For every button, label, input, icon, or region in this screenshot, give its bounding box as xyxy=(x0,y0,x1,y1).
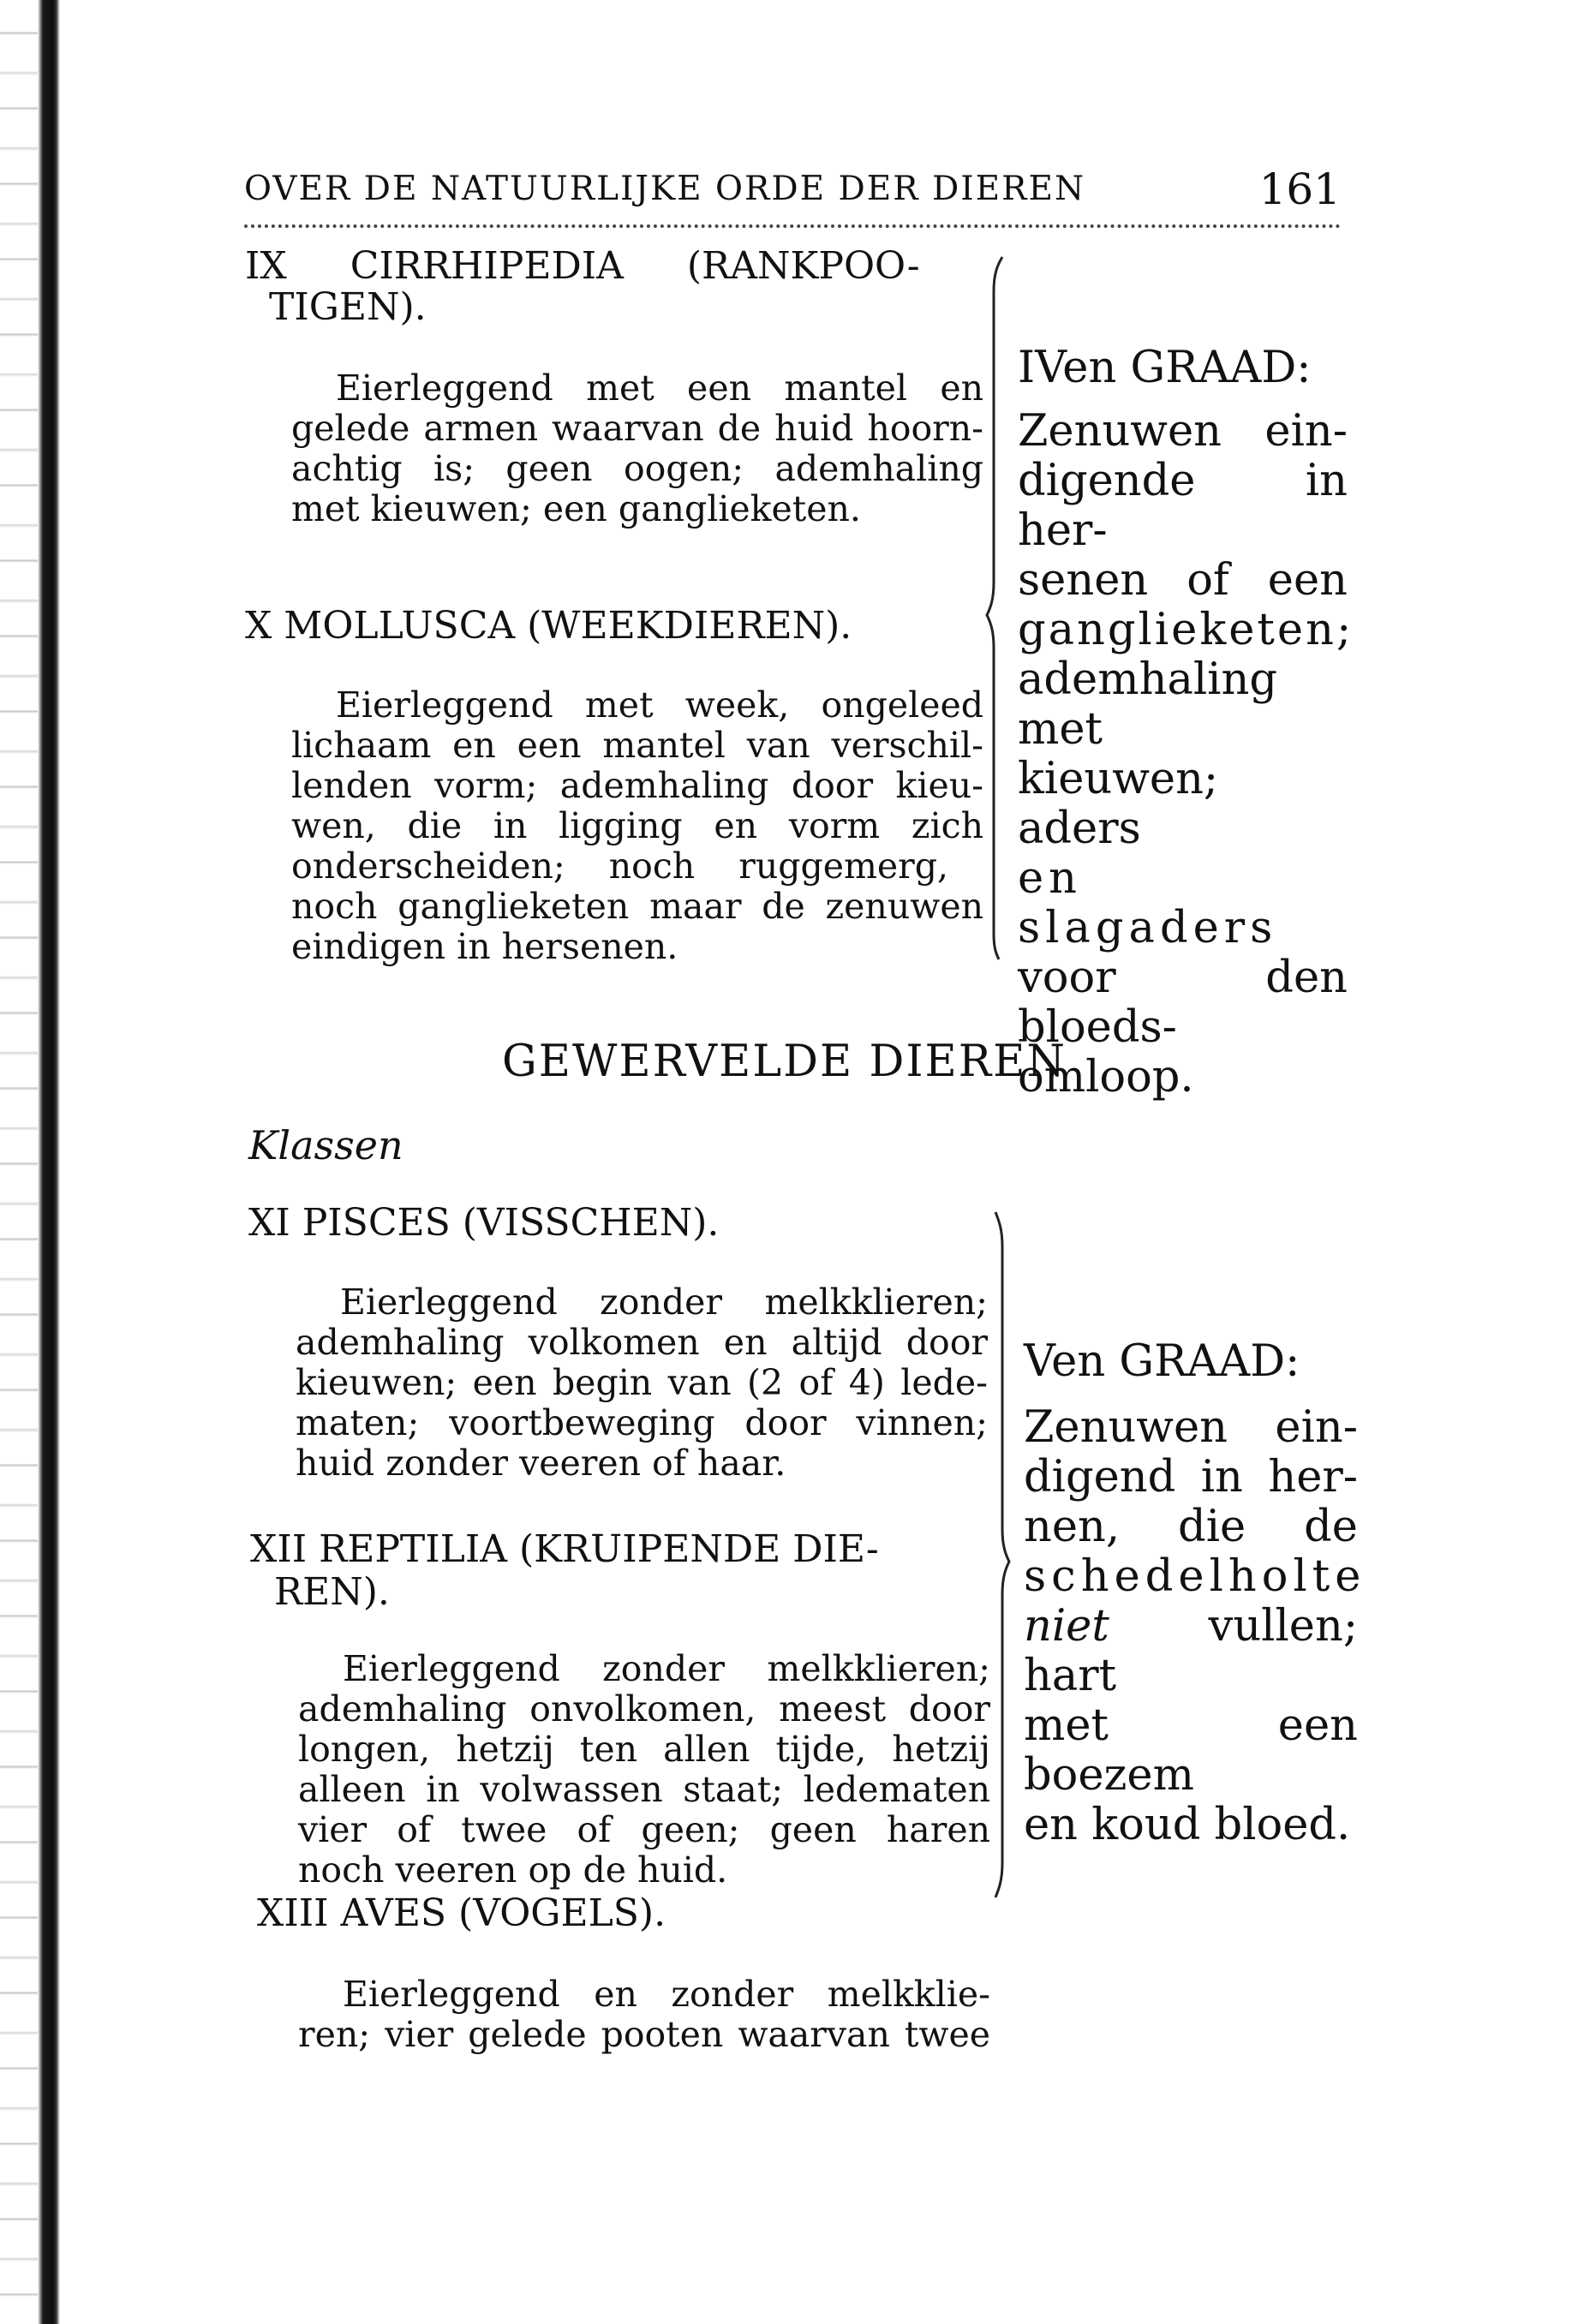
text-line: senen of een xyxy=(1018,555,1348,606)
text-line: ren; vier gelede pooten waarvan twee xyxy=(298,2014,990,2055)
description-mollusca xyxy=(291,685,983,967)
text-line: Eierleggend zonder melkklieren; xyxy=(340,1281,988,1323)
description-cirrhipedia xyxy=(291,368,983,529)
text-line: huid zonder veeren of haar. xyxy=(296,1443,786,1484)
text-line-with-italic xyxy=(1024,1602,1358,1701)
description-aves xyxy=(298,1975,990,2055)
text-line: Zenuwen ein- xyxy=(1024,1402,1358,1453)
italic-word: niet xyxy=(1024,1601,1109,1652)
text-line: wen, die in ligging en vorm zich xyxy=(291,805,983,846)
text-line: Eierleggend met een mantel en xyxy=(336,367,983,409)
text-line: eindigen in hersenen. xyxy=(291,926,678,967)
grade-5-title: Ven GRAAD: xyxy=(1024,1336,1300,1387)
text-line: kieuwen; een begin van (2 of 4) lede- xyxy=(296,1362,988,1403)
section-title: GEWERVELDE DIEREN xyxy=(502,1037,1067,1087)
class-heading-cirrhipedia-cont: TIGEN). xyxy=(269,285,427,329)
text-line: nen, die de xyxy=(1024,1502,1358,1552)
page-number: 161 xyxy=(1258,164,1341,214)
text-line: omloop. xyxy=(1018,1052,1194,1102)
text-line: Zenuwen ein- xyxy=(1018,406,1348,457)
text-line: met een boezem xyxy=(1024,1700,1358,1801)
text-line: achtig is; geen oogen; ademhaling xyxy=(291,448,983,489)
text-line: voor den bloeds- xyxy=(1018,953,1348,1053)
running-title: OVER DE NATUURLIJKE ORDE DER DIEREN xyxy=(244,170,1086,208)
class-heading-reptilia: XII REPTILIA (KRUIPENDE DIE- xyxy=(250,1527,879,1571)
text-line: en slagaders xyxy=(1018,853,1278,953)
description-reptilia xyxy=(298,1649,990,1891)
text-line: vier of twee of geen; geen haren xyxy=(298,1809,990,1850)
brace-grade-5 xyxy=(985,1212,1011,1897)
class-heading-cirrhipedia: IX CIRRHIPEDIA (RANKPOO- xyxy=(245,244,920,288)
text-line: ganglieketen; xyxy=(1018,605,1354,655)
text-fragment: vullen; hart xyxy=(1024,1601,1358,1701)
text-line: Eierleggend en zonder melkklie- xyxy=(343,1974,990,2015)
text-line: schedelholte xyxy=(1024,1551,1366,1602)
class-heading-reptilia-cont: REN). xyxy=(274,1570,390,1614)
text-line: digend in her- xyxy=(1024,1452,1358,1503)
text-line: met kieuwen; een ganglieketen. xyxy=(291,488,861,529)
class-heading-aves: XIII AVES (VOGELS). xyxy=(257,1891,666,1935)
header-dotted-rule xyxy=(244,224,1341,228)
text-line: ademhaling met xyxy=(1018,654,1277,755)
text-line: noch ganglieketen maar de zenuwen xyxy=(291,886,983,927)
grade-5-text xyxy=(1024,1402,1366,1850)
text-line: lenden vorm; ademhaling door kieu- xyxy=(291,765,983,806)
text-line: ademhaling volkomen en altijd door xyxy=(296,1322,988,1363)
grade-4-text xyxy=(1018,406,1354,1102)
text-line: digende in her- xyxy=(1018,456,1348,556)
text-line: en koud bloed. xyxy=(1024,1800,1351,1850)
text-line: longen, hetzij ten allen tijde, hetzij xyxy=(298,1729,990,1770)
classes-label: Klassen xyxy=(248,1122,403,1168)
class-heading-mollusca: X MOLLUSCA (WEEKDIEREN). xyxy=(245,604,852,648)
class-heading-pisces: XI PISCES (VISSCHEN). xyxy=(248,1201,720,1245)
text-line: ademhaling onvolkomen, meest door xyxy=(298,1688,990,1730)
text-line: alleen in volwassen staat; ledematen xyxy=(298,1769,990,1810)
text-line: maten; voortbeweging door vinnen; xyxy=(296,1402,988,1443)
text-line: lichaam en een mantel van verschil- xyxy=(291,725,983,766)
text-line: gelede armen waarvan de huid hoorn- xyxy=(291,408,983,449)
text-line: noch veeren op de huid. xyxy=(298,1849,728,1891)
grade-4-title: IVen GRAAD: xyxy=(1018,343,1312,393)
binding-speckle xyxy=(0,0,38,2324)
description-pisces xyxy=(296,1282,988,1484)
text-line: onderscheiden; noch ruggemerg, xyxy=(291,845,949,887)
brace-grade-4 xyxy=(987,257,1013,959)
running-header xyxy=(244,164,1341,214)
text-line: Eierleggend zonder melkklieren; xyxy=(343,1648,990,1689)
text-line: Eierleggend met week, ongeleed xyxy=(336,684,983,726)
text-line: kieuwen; aders xyxy=(1018,754,1219,854)
